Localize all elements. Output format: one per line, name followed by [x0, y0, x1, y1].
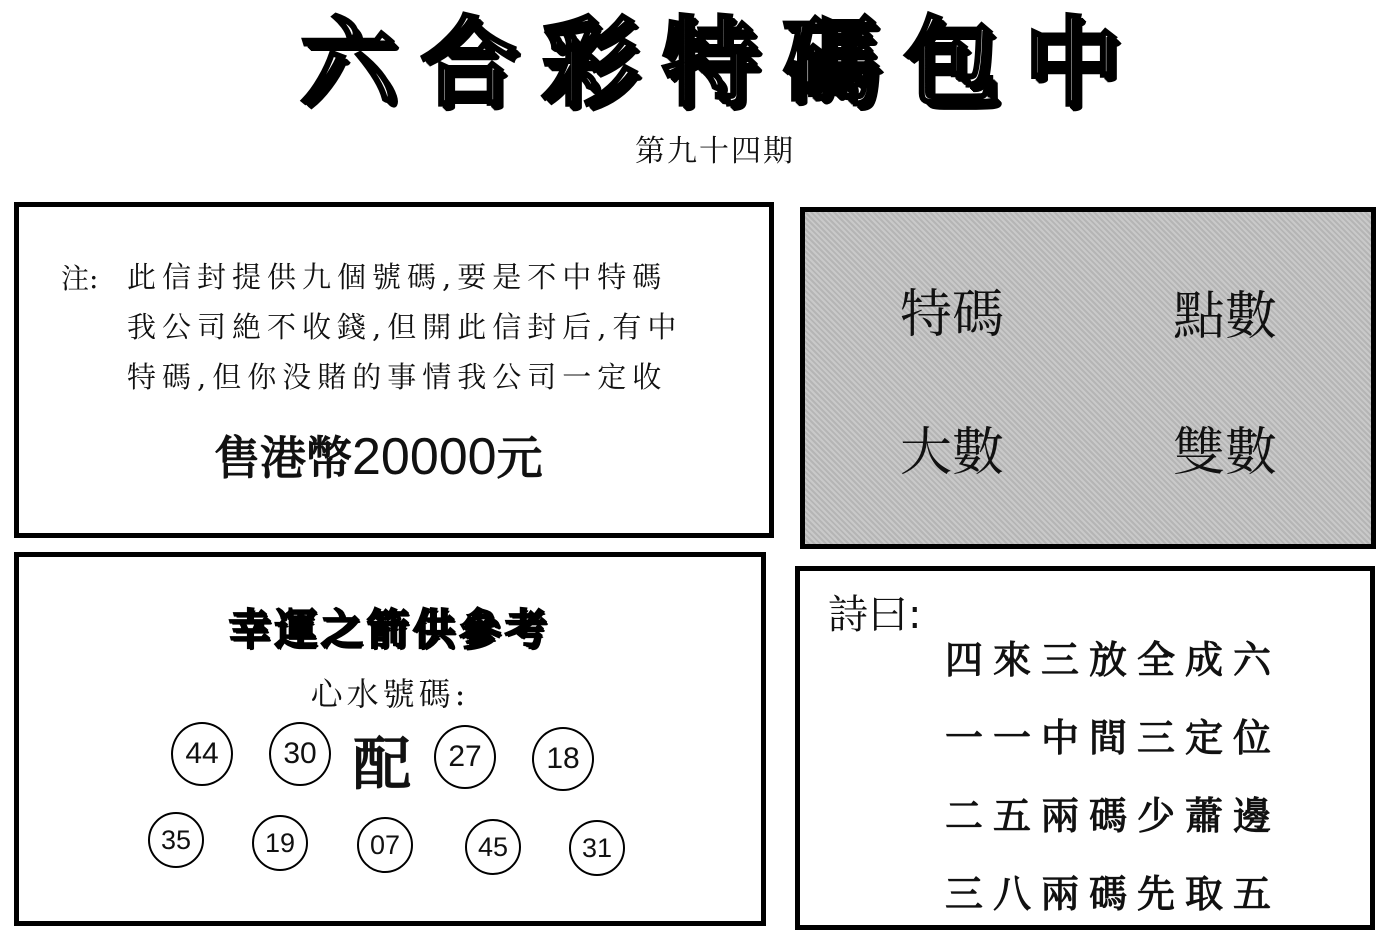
category-even: 雙數 [1173, 423, 1278, 483]
note-label: 注: [61, 262, 99, 295]
number-ball: 45 [465, 819, 521, 875]
number-ball: 18 [532, 727, 594, 791]
lucky-numbers-panel [14, 552, 766, 926]
lucky-subtitle: 心水號碼: [310, 675, 470, 713]
number-ball: 35 [148, 812, 204, 868]
price-prefix: 售港幣 [214, 431, 352, 485]
note-line: 特碼,但你没賭的事情我公司一定收 [127, 360, 668, 394]
number-ball: 30 [269, 722, 331, 786]
category-points: 點數 [1173, 287, 1278, 347]
number-ball: 44 [171, 722, 233, 786]
note-line: 此信封提供九個號碼,要是不中特碼 [127, 260, 668, 294]
title-char: 特 [661, 6, 758, 119]
poem-line: 三八兩碼先取五 [945, 871, 1282, 916]
category-big: 大數 [900, 423, 1005, 483]
number-ball: 19 [252, 815, 308, 871]
title-char: 六 [300, 6, 396, 119]
title-char: 中 [1023, 6, 1120, 119]
note-line: 我公司絶不收錢,但開此信封后,有中 [127, 310, 683, 344]
poem-line: 一一中間三定位 [945, 715, 1282, 760]
number-ball: 31 [569, 820, 625, 876]
poem-line: 四來三放全成六 [945, 637, 1282, 682]
price-unit: 元 [496, 431, 543, 485]
title-char: 合 [420, 6, 517, 119]
lucky-title: 幸運之箭供參考 [228, 605, 551, 654]
category-special: 特碼 [900, 285, 1005, 345]
title-char: 彩 [541, 6, 638, 119]
note-panel [14, 202, 774, 538]
issue-number: 第九十四期 [635, 134, 795, 169]
price-amount: 20000 [352, 428, 497, 486]
pair-marker: 配 [353, 730, 412, 798]
poem-line: 二五兩碼少蕭邊 [945, 793, 1282, 838]
page-title [300, 8, 1120, 118]
poem-panel [795, 566, 1375, 930]
number-ball: 07 [357, 817, 413, 873]
poem-label: 詩曰: [828, 592, 922, 638]
title-char: 包 [903, 6, 1000, 119]
category-panel [800, 207, 1376, 549]
title-char: 碼 [782, 6, 879, 119]
price-text [214, 422, 543, 488]
number-ball: 27 [434, 725, 496, 789]
